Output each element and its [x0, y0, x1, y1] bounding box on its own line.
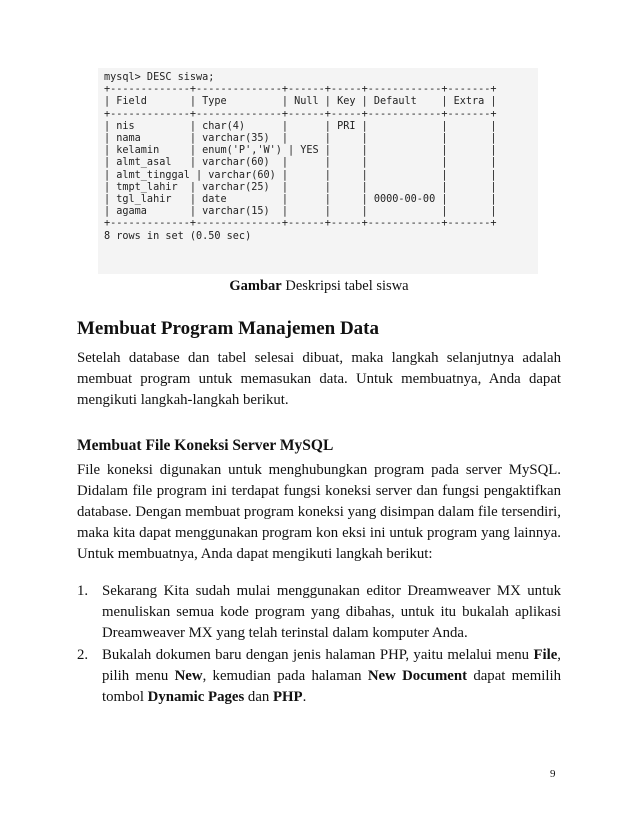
page-number: 9	[550, 768, 556, 780]
terminal-line: | tmpt_lahir | varchar(25) | | | | |	[104, 181, 497, 193]
step-text-part: , kemudian pada halaman	[202, 668, 368, 684]
step-number: 2.	[77, 647, 89, 663]
terminal-line: +-------------+--------------+------+-----+------------+-------+	[104, 84, 497, 96]
step-text-part: Bukalah dokumen baru dengan jenis halaman PHP, yaitu melalui menu	[102, 647, 534, 663]
mysql-desc-screenshot	[98, 68, 538, 274]
terminal-line: +-------------+--------------+------+-----+------------+-------+	[104, 108, 497, 120]
step-text-part: , pilih menu	[102, 647, 561, 684]
section-title: Membuat Program Manajemen Data	[77, 318, 379, 339]
caption-text: Deskripsi tabel siswa	[285, 278, 409, 294]
terminal-line: | nama | varchar(35) | | | | |	[104, 133, 497, 145]
new-document-label: New Document	[367, 668, 468, 684]
dynamic-pages-label: Dynamic Pages	[147, 689, 245, 705]
step-text-part: dapat memilih tombol	[102, 668, 561, 705]
subsection-paragraph: File koneksi digunakan untuk menghubungkan program pada server MySQL. Didalam file program ini terdapat fungsi koneksi server dan fungsi pengaktifkan database. Dengan membuat program koneksi yang disimpan dalam file tersendiri, maka kita dapat menggunakan program kon eksi ini untuk program yang lainnya. Untuk membuatnya, Anda dapat mengikuti langkah berikut:	[77, 462, 561, 562]
terminal-line: 8 rows in set (0.50 sec)	[104, 230, 252, 242]
list-item	[77, 645, 561, 708]
terminal-line: | nis | char(4) | | PRI | | |	[104, 120, 497, 132]
list-item	[77, 581, 561, 644]
step-text-part: dan	[244, 689, 273, 705]
figure-caption	[0, 278, 638, 295]
terminal-line: | almt_asal | varchar(60) | | | | |	[104, 157, 497, 169]
terminal-line: | agama | varchar(15) | | | | |	[104, 206, 497, 218]
terminal-line: | Field | Type | Null | Key | Default | Extra |	[104, 96, 497, 108]
step-text-part: .	[302, 689, 307, 705]
terminal-line: | almt_tinggal | varchar(60) | | | | |	[104, 169, 497, 181]
menu-new-label: New	[174, 668, 203, 684]
caption-label: Gambar	[229, 278, 282, 294]
terminal-output	[104, 72, 532, 243]
steps-list-1	[77, 581, 561, 644]
section-paragraph: Setelah database dan tabel selesai dibuat, maka langkah selanjutnya adalah membuat program untuk memasukan data. Untuk membuatnya, Anda dapat mengikuti langkah-langkah berikut.	[77, 350, 561, 408]
terminal-line: | tgl_lahir | date | | | 0000-00-00 | |	[104, 194, 497, 206]
subsection-title: Membuat File Koneksi Server MySQL	[77, 437, 334, 454]
steps-list-2	[77, 645, 561, 708]
menu-file-label: File	[533, 647, 558, 663]
terminal-line: mysql> DESC siswa;	[104, 72, 215, 83]
step-text: Sekarang Kita sudah mulai menggunakan editor Dreamweaver MX untuk menuliskan semua kode program yang dibahas, untuk itu bukalah aplikasi Dreamweaver MX yang telah terinstal dalam komputer Anda.	[102, 583, 561, 641]
php-label: PHP	[272, 689, 303, 705]
terminal-line: | kelamin | enum('P','W') | YES | | | |	[104, 145, 497, 157]
terminal-line: +-------------+--------------+------+-----+------------+-------+	[104, 218, 497, 230]
step-number: 1.	[77, 583, 89, 599]
